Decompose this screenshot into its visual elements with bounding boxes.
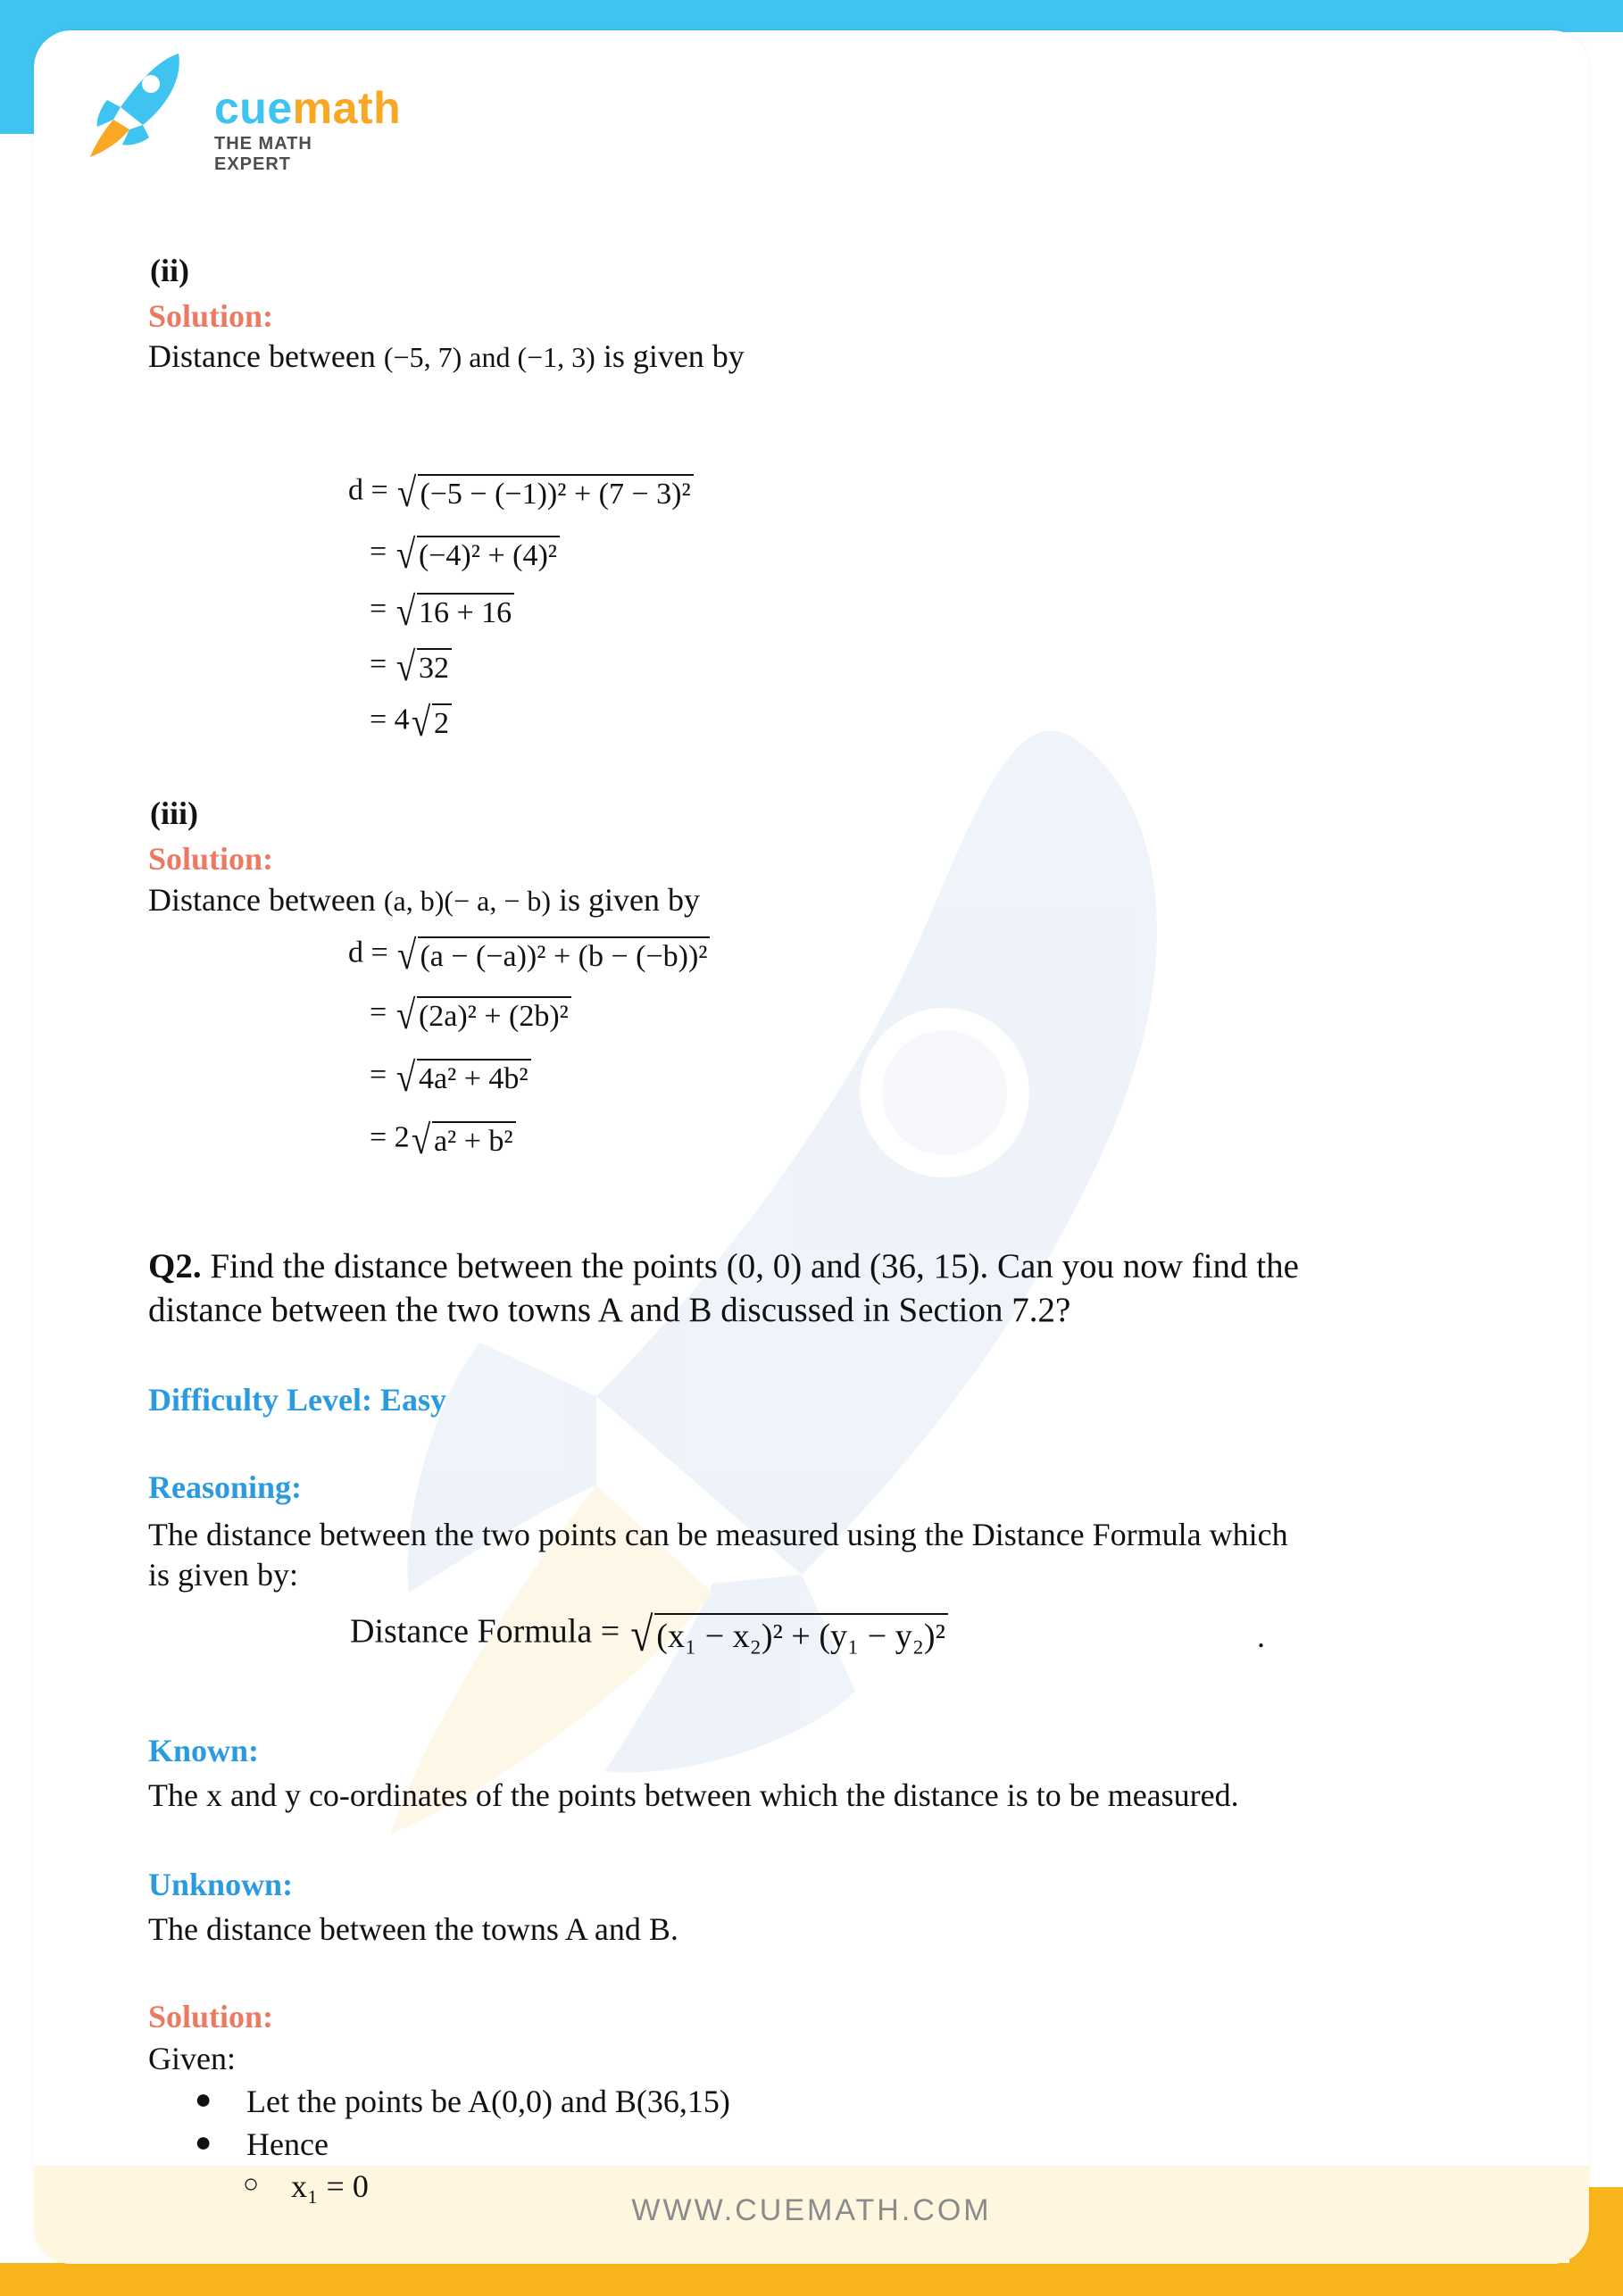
sub-bullet-circle-icon: ○ bbox=[243, 2169, 260, 2199]
logo-wordmark: cuemath bbox=[214, 83, 402, 133]
known-text: The x and y co-ordinates of the points between which the distance is to be measured. bbox=[148, 1777, 1239, 1813]
bullet-dot-icon: ● bbox=[195, 2083, 212, 2115]
given-label: Given: bbox=[148, 2041, 236, 2076]
top-color-band bbox=[0, 0, 1623, 32]
part-iii-eq-2: = √ (2a)² + (2b)² bbox=[370, 991, 571, 1038]
bullet-dot-icon: ● bbox=[195, 2125, 212, 2158]
part-ii-solution-heading: Solution: bbox=[148, 298, 274, 334]
part-ii-eq-2: = √ (−4)² + (4)² bbox=[370, 530, 560, 578]
reasoning-heading: Reasoning: bbox=[148, 1469, 303, 1505]
reasoning-line-1: The distance between the two points can be measured using the Distance Formula which bbox=[148, 1517, 1288, 1552]
part-iii-solution-heading: Solution: bbox=[148, 841, 274, 877]
part-iii-label: (iii) bbox=[150, 795, 198, 831]
part-iii-intro: Distance between (a, b)(− a, − b) is given by bbox=[148, 882, 701, 918]
cuemath-logo[interactable] bbox=[58, 45, 402, 174]
known-heading: Known: bbox=[148, 1733, 260, 1768]
logo-tagline: THE MATH EXPERT bbox=[214, 134, 312, 174]
bottom-color-band bbox=[0, 2263, 1623, 2296]
part-ii-eq-4: = √ 32 bbox=[370, 643, 452, 690]
footer-strip bbox=[34, 2166, 1589, 2264]
bullet-1-text: Let the points be A(0,0) and B(36,15) bbox=[246, 2084, 730, 2119]
distance-formula: Distance Formula = √ (x₁ − x₂)² + (y₁ − y₂)² bbox=[350, 1607, 948, 1662]
part-iii-eq-3: = √ 4a² + 4b² bbox=[370, 1053, 531, 1101]
part-ii-eq-1: d = √ (−5 − (−1))² + (7 − 3)² bbox=[348, 469, 694, 516]
rocket-logo-icon bbox=[58, 45, 192, 161]
part-iii-eq-1: d = √ (a − (−a))² + (b − (−b))² bbox=[348, 931, 710, 978]
bullet-2-text: Hence bbox=[246, 2126, 329, 2162]
unknown-heading: Unknown: bbox=[148, 1867, 294, 1902]
q2-question-line-1: Q2. Find the distance between the points (0, 0) and (36, 15). Can you now find the bbox=[148, 1247, 1299, 1285]
part-iii-eq-4: = 2√ a² + b² bbox=[370, 1116, 516, 1163]
sub-bullet-1-text: x₁ = 0 bbox=[291, 2168, 369, 2204]
q2-question-line-2: distance between the two towns A and B discussed in Section 7.2? bbox=[148, 1291, 1071, 1329]
unknown-text: The distance between the towns A and B. bbox=[148, 1911, 678, 1947]
reasoning-line-2: is given by: bbox=[148, 1557, 298, 1593]
part-ii-intro: Distance between (−5, 7) and (−1, 3) is given by bbox=[148, 338, 745, 374]
q2-solution-heading: Solution: bbox=[148, 1999, 274, 2034]
difficulty-level: Difficulty Level: Easy bbox=[148, 1382, 446, 1418]
footer-url[interactable]: WWW.CUEMATH.COM bbox=[631, 2193, 992, 2227]
part-ii-eq-5: = 4√ 2 bbox=[370, 698, 452, 745]
part-ii-label: (ii) bbox=[150, 253, 189, 288]
part-ii-eq-3: = √ 16 + 16 bbox=[370, 587, 514, 635]
formula-period: . bbox=[1257, 1618, 1265, 1654]
